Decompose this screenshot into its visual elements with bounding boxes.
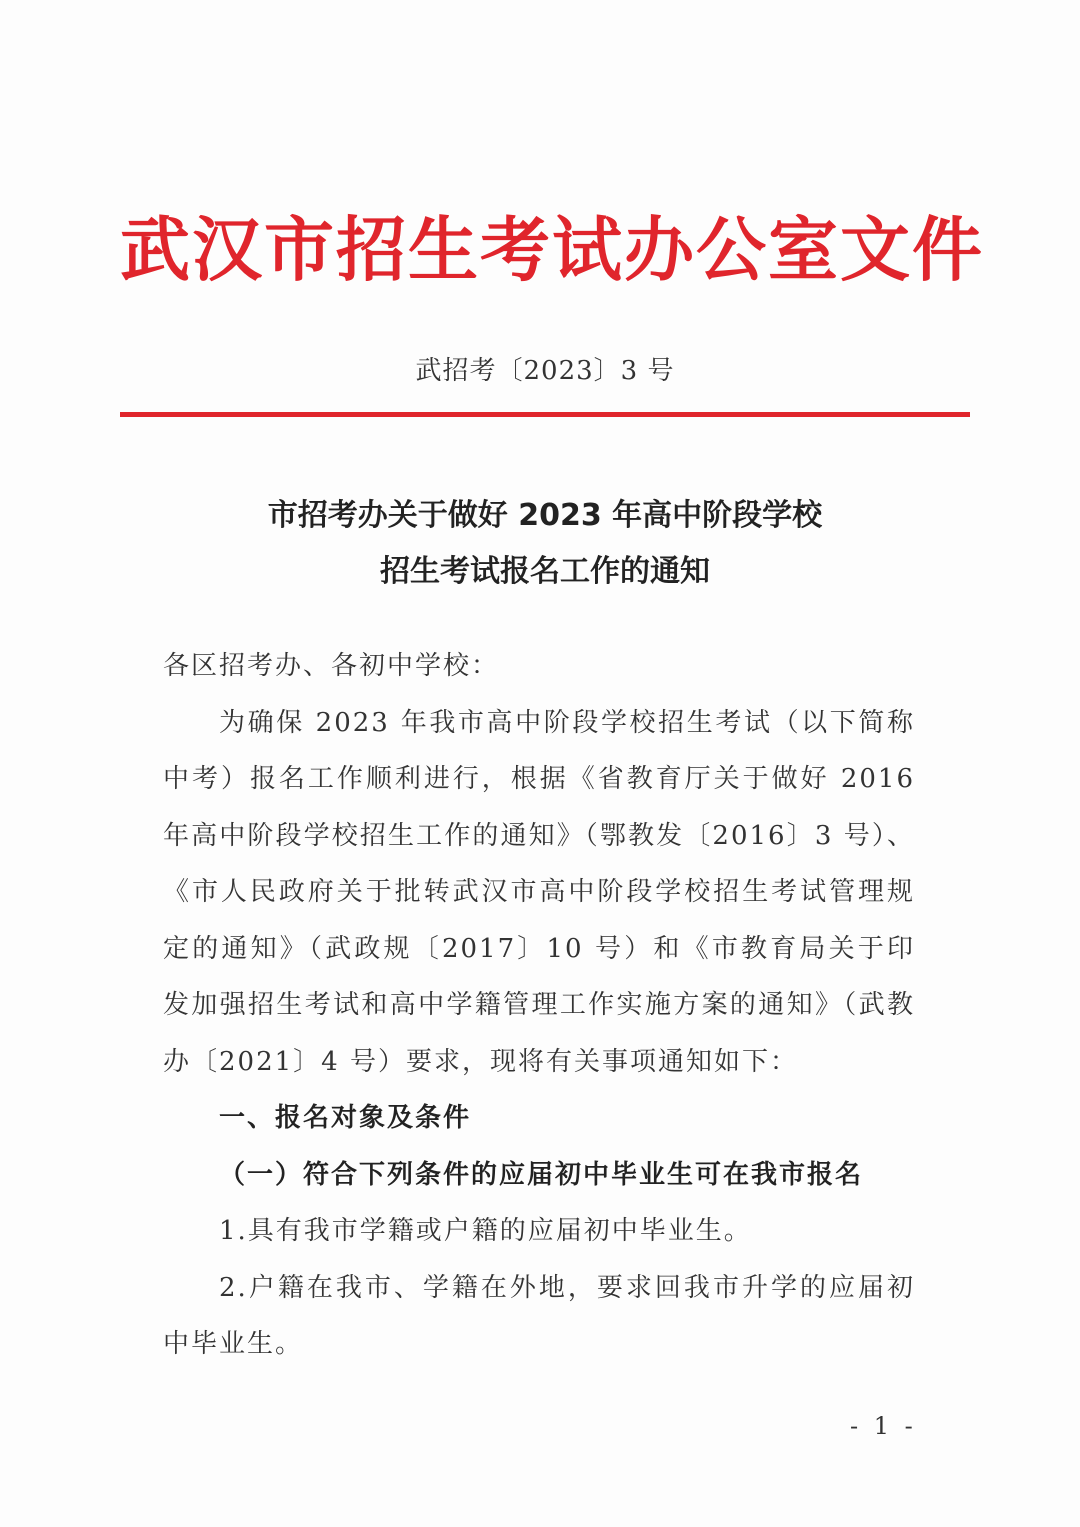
intro-paragraph: 为确保 2023 年我市高中阶段学校招生考试（以下简称中考）报名工作顺利进行，根据《省教育厅关于做好 2016 年高中阶段学校招生工作的通知》（鄂教发〔2016〕3 号）、《市人民政府关于批转武汉市高中阶段学校招生考试管理规定的通知》（武政规〔2017〕10 号）和《市教育局关于印发加强招生考试和高中学籍管理工作实施方案的通知》（武教办〔2021〕4 号）要求，现将有关事项通知如下： <box>163 707 915 1077</box>
red-divider-line <box>120 412 970 417</box>
subsection-heading: （一）符合下列条件的应届初中毕业生可在我市报名 <box>219 1159 864 1190</box>
title-line-1: 市招考办关于做好 2023 年高中阶段学校 <box>267 498 823 533</box>
document-title <box>120 488 970 600</box>
document-number: 武招考〔2023〕3 号 <box>415 356 675 386</box>
issuer-header: 武汉市招生考试办公室文件 <box>120 209 984 291</box>
page-number: - 1 - <box>850 1412 917 1440</box>
title-line-2: 招生考试报名工作的通知 <box>380 554 710 589</box>
salutation: 各区招考办、各初中学校： <box>163 651 500 681</box>
list-item: 2.户籍在我市、学籍在外地，要求回我市升学的应届初中毕业生。 <box>163 1272 915 1359</box>
list-item: 1.具有我市学籍或户籍的应届初中毕业生。 <box>219 1216 752 1246</box>
document-body <box>163 638 915 1373</box>
section-heading: 一、报名对象及条件 <box>219 1103 472 1133</box>
